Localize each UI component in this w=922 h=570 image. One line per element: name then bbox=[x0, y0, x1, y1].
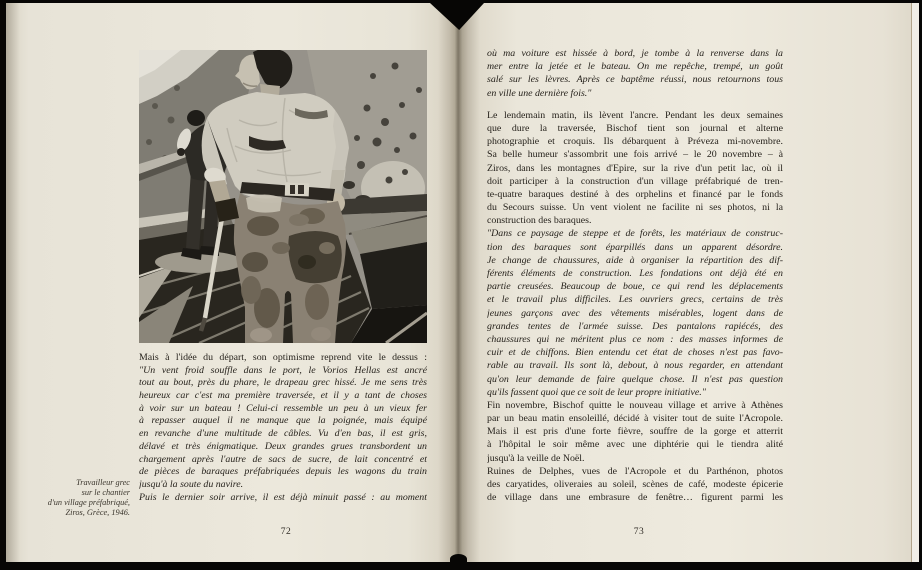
left-page-text bbox=[139, 352, 427, 504]
right-page bbox=[458, 3, 919, 562]
text-line: Mais à l'idée du départ, son optimisme reprend vite le dessus : bbox=[139, 352, 427, 363]
text-line: Le lendemain matin, ils lèvent l'ancre. Pendant les deux semaines bbox=[487, 109, 783, 121]
text-line: Fin novembre, Bischof quitte le nouveau village et arrive à Athènes bbox=[487, 399, 783, 411]
text-line: "Dans ce paysage de steppe et de forêts, les matériaux de construc- bbox=[487, 228, 783, 240]
text-line: délavé et très énigmatique. Deux grandes grues transbordent un bbox=[139, 440, 427, 452]
text-line: Ruines de Delphes, vues de l'Acropole et du Parthénon, photos bbox=[487, 465, 783, 477]
text-line: de pièces de baraques préfabriquées depuis les wagons du train bbox=[139, 466, 427, 478]
text-line: sur le chantier bbox=[81, 488, 130, 497]
right-page-number: 73 bbox=[633, 527, 645, 537]
text-line: à repasser auquel il ne manque que la poignée, mais équipé bbox=[139, 415, 427, 427]
text-line: Mais il est pris d'une forte fièvre, souffre de la gorge et atterrit bbox=[487, 426, 783, 438]
text-line: où ma voiture est hissée à bord, je tombe à la renverse dans la bbox=[487, 48, 783, 59]
text-line: d'un village préfabriqué, bbox=[47, 498, 130, 507]
text-line: mer entre la jetée et le bateau. On me repêche, trempé, un goût bbox=[487, 61, 783, 73]
text-line: cuir et de chiffons. Bien entendu cet état de choses n'est pas favo- bbox=[487, 347, 783, 359]
text-line: à l'hôpital le soir même avec une diphtérie qui le tiendra alité bbox=[487, 439, 783, 451]
text-line: qu'ils fassent quoi que ce soit de leur propre initiative." bbox=[487, 386, 706, 398]
book bbox=[6, 3, 919, 562]
text-line: Sa belle humeur s'assombrit une fois arrivé – le 20 novembre – à bbox=[487, 149, 783, 161]
text-line: "Un vent froid souffle dans le port, le Vorios Hellas est ancré bbox=[139, 364, 427, 376]
text-line: des caryatides, oliveraies au soleil, scènes de café, modeste épicerie bbox=[487, 479, 783, 490]
text-line: partie creusées. Beaucoup de boue, ce qui rend les déplacements bbox=[487, 281, 783, 293]
text-line: Puis le dernier soir arrive, il est déjà minuit passé : au moment bbox=[139, 491, 427, 503]
text-line: Travailleur grec bbox=[76, 478, 130, 487]
text-line: jusqu'à la soute du navire. bbox=[139, 478, 244, 490]
text-line: du Secours suisse. Un vent violent ne facilite ni ses photos, ni la bbox=[487, 202, 783, 214]
worker-photo bbox=[139, 50, 427, 343]
text-line: Je change de chaussures, aide à organiser la répartition des dif- bbox=[487, 254, 783, 266]
text-line: en ville une dernière fois." bbox=[487, 87, 592, 99]
text-line: qu'on leur demande de faire quelque chose. Il n'est pas question bbox=[487, 373, 783, 385]
text-line: à voir sur un bateau ! Celui-ci ressemble un peu à un vieux fer bbox=[139, 402, 427, 414]
text-line: rable au travail. Ils sont là, debout, à nous regarder, en attendant bbox=[487, 360, 783, 372]
text-line: par un beau matin ensoleillé, décidé à visiter tout de suite l'Acropole. bbox=[487, 413, 783, 425]
text-line: de village dans une embrasure de fenêtre… figurent parmi les bbox=[487, 492, 783, 504]
text-line: tion des baraques sont éparpillés dans un apparent désordre. bbox=[487, 241, 783, 253]
text-line: jusqu'à la veille de Noël. bbox=[487, 452, 585, 464]
photo-caption bbox=[14, 478, 130, 518]
page-stack-edge bbox=[911, 3, 919, 562]
text-line: Ziros, Grèce, 1946. bbox=[65, 508, 130, 517]
text-line: doit participer à la construction d'un village préfabriqué de tren- bbox=[487, 175, 783, 187]
text-line: construction des baraques. bbox=[487, 215, 592, 227]
text-line: en revanche d'une multitude de câbles. Vu d'en bas, il est gris, bbox=[139, 428, 427, 440]
gutter-bottom-notch bbox=[450, 554, 467, 564]
text-line: et le travail plus difficiles. Les ouvriers grecs, certains de très bbox=[487, 294, 783, 306]
text-line: tout au bout, près du phare, le drapeau grec hissé. Je me sens très bbox=[139, 377, 427, 389]
left-page-number: 72 bbox=[280, 527, 292, 537]
text-line: photographie et croquis. Ils débarquent à Préveza mi-novembre. bbox=[487, 136, 783, 148]
text-line: chargement après l'autre de sacs de sucre, de lait concentré et bbox=[139, 453, 427, 465]
text-line: que dure la traversée, Bischof tient son journal et alterne bbox=[487, 122, 783, 134]
text-line: te-quatre baraques destiné à des orphelins et financé par le fonds bbox=[487, 188, 783, 200]
text-line: jeunes garçons avec des vêtements misérables, logent dans de bbox=[487, 307, 783, 319]
text-line: férents éléments de construction. Les fondations ont déjà été en bbox=[487, 268, 783, 279]
right-page-text bbox=[487, 47, 783, 504]
worker-photo-illustration bbox=[139, 50, 427, 343]
text-line: salé sur les lèvres. Après ce baptême réussi, nous retournons tous bbox=[487, 74, 783, 86]
text-line: heureux car c'est ma première traversée, et il y a tant de choses bbox=[139, 390, 427, 402]
text-line: chaussures qui ne méritent plus ce nom : des masses informes de bbox=[487, 333, 783, 345]
left-page bbox=[6, 3, 458, 562]
text-line: Ziros, dans les montagnes d'Epire, sur la rive d'un petit lac, où il bbox=[487, 162, 783, 174]
text-line: grandes tentes de l'armée suisse. Des pantalons rapiécés, des bbox=[487, 320, 783, 332]
